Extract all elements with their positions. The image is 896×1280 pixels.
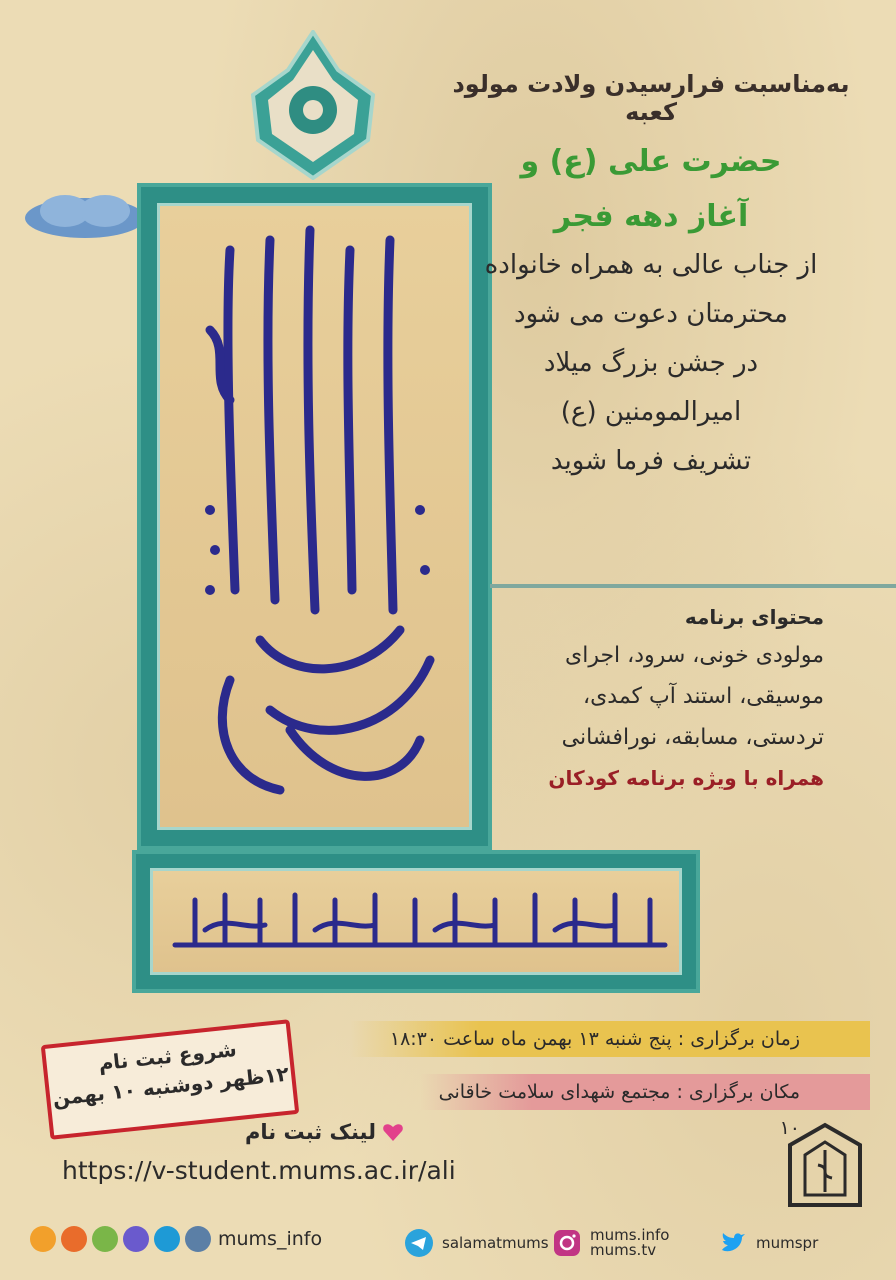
event-place: مکان برگزاری : مجتمع شهدای سلامت خاقانی ۱۰ — [420, 1074, 870, 1110]
telegram-icon — [404, 1228, 434, 1258]
mums-info-handle[interactable] — [218, 1228, 322, 1250]
app-icon-3[interactable] — [92, 1226, 118, 1252]
stamp-date: ۱۲ظهر دوشنبه ۱۰ بهمن — [51, 1061, 290, 1111]
cloud-ornament-left-icon — [20, 183, 150, 243]
registration-link-label-row — [245, 1120, 404, 1144]
program-item-1: مولودی خونی، سرود، اجرای — [564, 643, 824, 668]
occasion-line: به‌مناسبت فرارسیدن ولادت مولود کعبه — [452, 70, 850, 126]
program-item-3: تردستی، مسابقه، نورافشانی — [561, 725, 824, 750]
app-icon-4[interactable] — [123, 1226, 149, 1252]
section-divider — [490, 584, 896, 588]
app-icon-5[interactable] — [154, 1226, 180, 1252]
app-icon-6[interactable] — [185, 1226, 211, 1252]
twitter-icon — [718, 1228, 748, 1258]
program-item-2: موسیقی، استند آپ کمدی، — [582, 684, 824, 709]
instagram-handle-text-2: mums.tv — [590, 1241, 657, 1259]
twitter-handle[interactable] — [718, 1228, 818, 1258]
heart-bullet-icon — [382, 1121, 404, 1143]
messenger-apps-row — [30, 1226, 211, 1252]
program-block — [524, 605, 824, 790]
app-icon-1[interactable] — [30, 1226, 56, 1252]
kids-program-highlight: همراه با ویژه برنامه کودکان — [548, 766, 824, 790]
verse-calligraphy-icon — [165, 885, 675, 960]
telegram-handle[interactable] — [404, 1228, 549, 1258]
university-logo-icon — [780, 1120, 870, 1215]
invitation-text-block — [451, 70, 851, 495]
program-title: محتوای برنامه — [684, 605, 824, 629]
app-icon-2[interactable] — [61, 1226, 87, 1252]
instagram-handle[interactable] — [552, 1228, 669, 1258]
instagram-handle-text-1: mums.info — [590, 1226, 670, 1244]
hazrat-ali-line: حضرت علی (ع) و — [520, 144, 782, 179]
instagram-handle-text-group — [590, 1228, 669, 1258]
mums-info-text: mums_info — [218, 1228, 323, 1250]
invitation-line-5: تشریف فرما شوید — [550, 446, 752, 476]
fajr-decade-line: آغاز دهه فجر — [553, 199, 749, 234]
stamp-title: شروع ثبت نام — [97, 1036, 238, 1076]
invitation-line-4: امیرالمومنین (ع) — [560, 397, 742, 427]
ali-calligraphy-icon — [170, 210, 460, 820]
invitation-line-2: محترمتان دعوت می شود — [514, 299, 788, 329]
telegram-handle-text: salamatmums — [442, 1234, 549, 1252]
invitation-line-1: از جناب عالی به همراه خانواده — [484, 250, 818, 280]
event-time: زمان برگزاری : پنج شنبه ۱۳ بهمن ماه ساعت ۱۸:۳۰ — [350, 1021, 870, 1057]
twitter-handle-text: mumspr — [756, 1234, 819, 1252]
invitation-line-3: در جشن بزرگ میلاد — [543, 348, 759, 378]
registration-link-label: لینک ثبت نام — [245, 1120, 377, 1144]
registration-url-link[interactable]: https://v-student.mums.ac.ir/ali — [62, 1156, 456, 1185]
instagram-icon — [552, 1228, 582, 1258]
ornament-top-icon — [248, 30, 378, 180]
